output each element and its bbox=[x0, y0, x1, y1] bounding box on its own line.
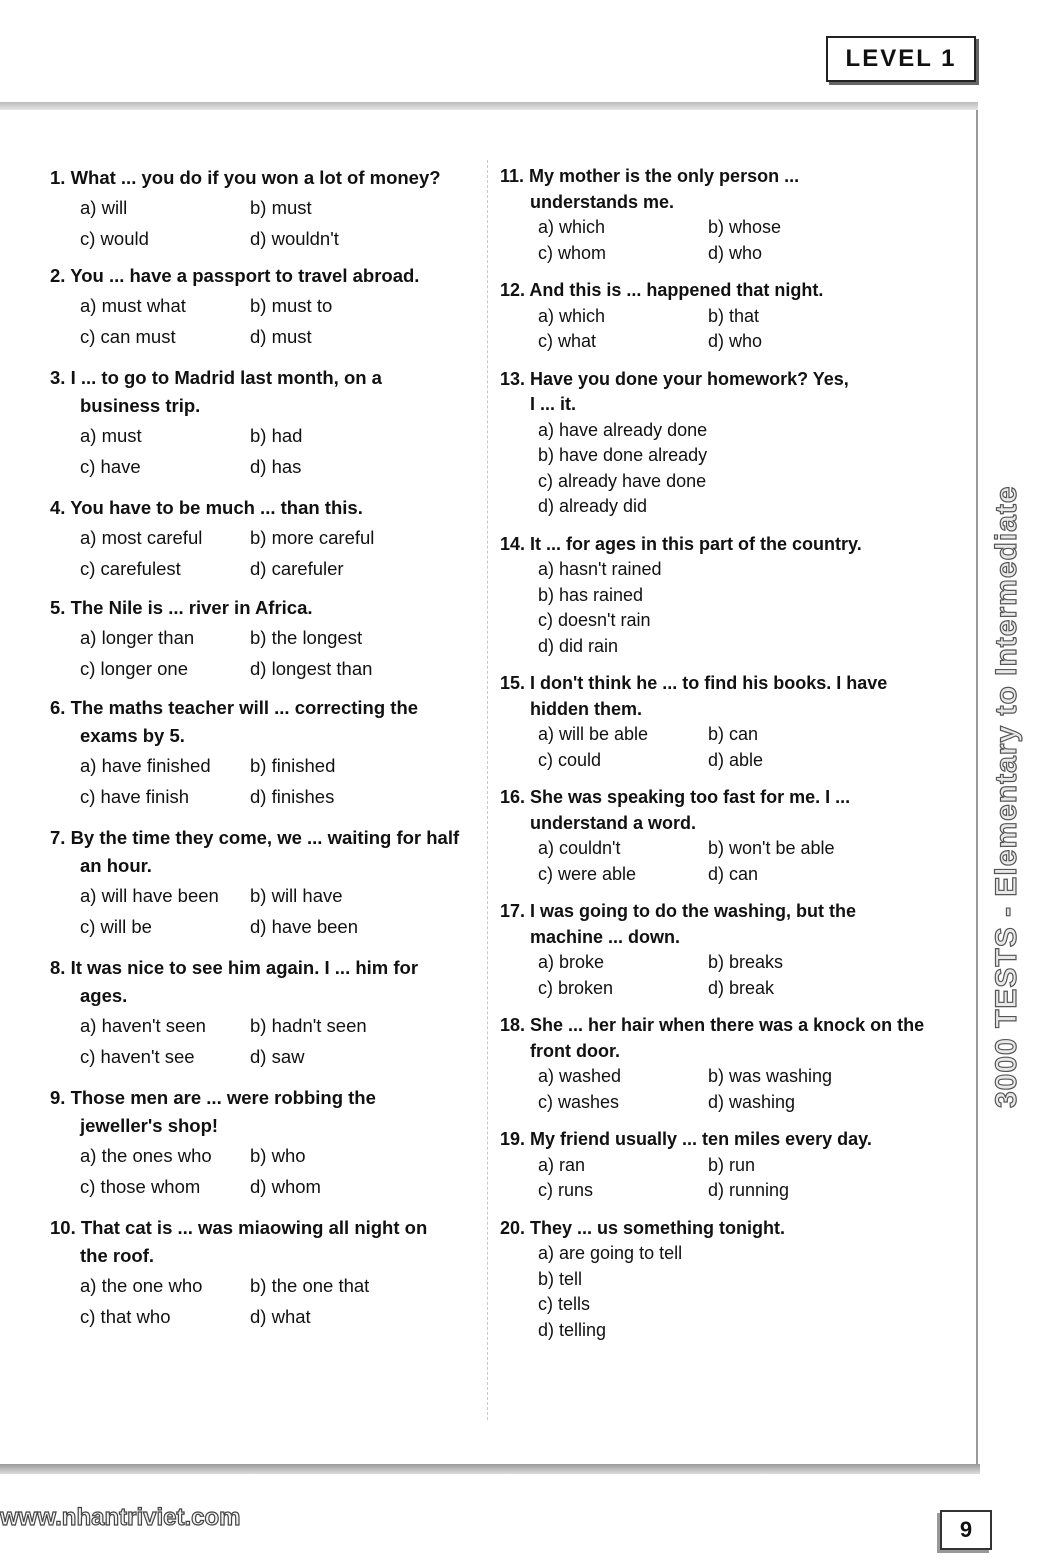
question-2 bbox=[50, 262, 460, 352]
question-text: 8. It was nice to see him again. I ... him for ages. bbox=[50, 957, 419, 1006]
options bbox=[538, 418, 920, 520]
question-6 bbox=[50, 694, 460, 812]
option-b[interactable]: b) tell bbox=[538, 1268, 583, 1289]
option-d[interactable]: d) must bbox=[250, 326, 312, 347]
option-a[interactable]: a) longer than bbox=[80, 627, 195, 648]
page-number-box bbox=[940, 1510, 992, 1550]
question-14 bbox=[500, 532, 920, 660]
option-a[interactable]: a) will bbox=[80, 197, 128, 218]
top-rule bbox=[0, 102, 978, 110]
option-d[interactable]: d) what bbox=[250, 1306, 311, 1327]
option-b[interactable]: b) who bbox=[250, 1145, 306, 1166]
option-b[interactable]: b) will have bbox=[250, 885, 343, 906]
option-c[interactable]: c) runs bbox=[538, 1180, 594, 1200]
options bbox=[538, 722, 920, 773]
option-c[interactable]: c) have bbox=[80, 456, 141, 477]
question-3 bbox=[50, 364, 460, 482]
question-text: 12. And this is ... happened that night. bbox=[500, 280, 824, 300]
option-b[interactable]: b) whose bbox=[708, 217, 782, 237]
option-a[interactable]: a) broke bbox=[538, 952, 605, 972]
option-b[interactable]: b) finished bbox=[250, 755, 336, 776]
option-b[interactable]: b) won't be able bbox=[708, 838, 835, 858]
option-b[interactable]: b) breaks bbox=[708, 952, 784, 972]
option-a[interactable]: a) must bbox=[80, 425, 142, 446]
options bbox=[80, 192, 460, 254]
option-b[interactable]: b) can bbox=[708, 724, 759, 744]
option-d[interactable]: d) able bbox=[708, 749, 764, 770]
question-text: 11. My mother is the only person ... understands me. bbox=[500, 166, 800, 212]
options bbox=[80, 750, 460, 812]
option-b[interactable]: b) has rained bbox=[538, 584, 644, 605]
question-text: 13. Have you done your homework? Yes, I ... it. bbox=[500, 368, 849, 414]
options bbox=[538, 1064, 920, 1115]
question-text: 9. Those men are ... were robbing the jeweller's shop! bbox=[50, 1087, 376, 1136]
option-c[interactable]: c) would bbox=[80, 228, 149, 249]
option-b[interactable]: b) run bbox=[708, 1154, 756, 1175]
page-number: 9 bbox=[959, 1517, 973, 1542]
option-d[interactable]: d) whom bbox=[250, 1176, 321, 1197]
option-b[interactable]: b) had bbox=[250, 425, 303, 446]
bottom-rule bbox=[0, 1464, 980, 1474]
question-19 bbox=[500, 1127, 920, 1204]
option-c[interactable]: c) longer one bbox=[80, 658, 188, 679]
question-text: 19. My friend usually ... ten miles every day. bbox=[500, 1129, 872, 1149]
option-a[interactable]: a) hasn't rained bbox=[538, 559, 662, 579]
option-c[interactable]: c) will be bbox=[80, 916, 152, 937]
options bbox=[538, 304, 920, 355]
question-text: 3. I ... to go to Madrid last month, on a business trip. bbox=[50, 367, 382, 416]
left-column bbox=[50, 164, 460, 1332]
question-5 bbox=[50, 594, 460, 684]
options bbox=[538, 1153, 920, 1204]
question-20 bbox=[500, 1216, 920, 1344]
option-b[interactable]: b) more careful bbox=[250, 527, 375, 548]
option-c[interactable]: c) carefulest bbox=[80, 558, 181, 579]
question-1 bbox=[50, 164, 460, 254]
option-d[interactable]: d) carefuler bbox=[250, 558, 344, 579]
option-c[interactable]: c) what bbox=[538, 331, 597, 351]
question-11 bbox=[500, 164, 920, 266]
option-c[interactable]: c) that who bbox=[80, 1306, 171, 1327]
option-d[interactable]: d) longest than bbox=[250, 658, 373, 679]
option-d[interactable]: d) running bbox=[708, 1180, 790, 1200]
option-a[interactable]: a) washed bbox=[538, 1066, 622, 1086]
question-4 bbox=[50, 494, 460, 584]
option-b[interactable]: b) that bbox=[708, 305, 760, 326]
question-text: 18. She ... her hair when there was a knock on the front door. bbox=[500, 1015, 925, 1061]
option-a[interactable]: a) the ones who bbox=[80, 1145, 212, 1166]
option-d[interactable]: d) saw bbox=[250, 1046, 305, 1067]
question-text: 15. I don't think he ... to find his books. I have hidden them. bbox=[500, 673, 888, 719]
option-d[interactable]: d) break bbox=[708, 977, 775, 998]
option-c[interactable]: c) whom bbox=[538, 242, 607, 263]
option-b[interactable]: b) the longest bbox=[250, 627, 363, 648]
option-c[interactable]: c) tells bbox=[538, 1294, 591, 1314]
question-8 bbox=[50, 954, 460, 1072]
question-text: 16. She was speaking too fast for me. I ... understand a word. bbox=[500, 787, 851, 833]
option-a[interactable]: a) have already done bbox=[538, 419, 708, 440]
option-c[interactable]: c) washes bbox=[538, 1091, 620, 1112]
options bbox=[80, 522, 460, 584]
question-12 bbox=[500, 278, 920, 355]
question-text: 10. That cat is ... was miaowing all night on the roof. bbox=[50, 1217, 428, 1266]
option-a[interactable]: a) couldn't bbox=[538, 838, 621, 858]
question-7 bbox=[50, 824, 460, 942]
options bbox=[80, 1010, 460, 1072]
question-text: 5. The Nile is ... river in Africa. bbox=[50, 597, 313, 618]
option-c[interactable]: c) were able bbox=[538, 863, 637, 884]
option-a[interactable]: a) must what bbox=[80, 295, 186, 316]
option-d[interactable]: d) who bbox=[708, 331, 763, 351]
question-13 bbox=[500, 367, 920, 520]
option-c[interactable]: c) those whom bbox=[80, 1176, 201, 1197]
option-d[interactable]: d) already did bbox=[538, 496, 648, 516]
option-a[interactable]: a) which bbox=[538, 305, 606, 326]
option-d[interactable]: d) has bbox=[250, 456, 302, 477]
option-a[interactable]: a) haven't seen bbox=[80, 1015, 206, 1036]
option-c[interactable]: c) haven't see bbox=[80, 1046, 195, 1067]
options bbox=[80, 290, 460, 352]
option-b[interactable]: b) hadn't seen bbox=[250, 1015, 367, 1036]
question-9 bbox=[50, 1084, 460, 1202]
options bbox=[538, 1241, 920, 1343]
option-a[interactable]: a) which bbox=[538, 217, 606, 237]
level-label: LEVEL 1 bbox=[845, 45, 957, 72]
question-text: 14. It ... for ages in this part of the country. bbox=[500, 533, 862, 554]
question-text: 17. I was going to do the washing, but the machine ... down. bbox=[500, 901, 857, 947]
option-c[interactable]: c) can must bbox=[80, 326, 176, 347]
question-16 bbox=[500, 785, 920, 887]
options bbox=[538, 836, 920, 887]
option-b[interactable]: b) the one that bbox=[250, 1275, 370, 1296]
footer-url: www.nhantriviet.com bbox=[0, 1504, 241, 1531]
option-b[interactable]: b) must to bbox=[250, 295, 333, 316]
options bbox=[538, 950, 920, 1001]
option-a[interactable]: a) are going to tell bbox=[538, 1243, 683, 1263]
options bbox=[80, 1270, 460, 1332]
option-b[interactable]: b) must bbox=[250, 197, 312, 218]
option-c[interactable]: c) broken bbox=[538, 977, 614, 998]
options bbox=[80, 420, 460, 482]
option-d[interactable]: d) wouldn't bbox=[250, 228, 339, 249]
option-a[interactable]: a) ran bbox=[538, 1154, 586, 1175]
option-d[interactable]: d) finishes bbox=[250, 786, 335, 807]
option-c[interactable]: c) doesn't rain bbox=[538, 610, 651, 630]
option-a[interactable]: a) will have been bbox=[80, 885, 219, 906]
level-badge bbox=[826, 36, 976, 82]
option-a[interactable]: a) the one who bbox=[80, 1275, 203, 1296]
option-b[interactable]: b) was washing bbox=[708, 1066, 833, 1086]
options bbox=[80, 1140, 460, 1202]
option-a[interactable]: a) will be able bbox=[538, 724, 649, 744]
question-17 bbox=[500, 899, 920, 1001]
option-d[interactable]: d) telling bbox=[538, 1319, 607, 1340]
right-column bbox=[500, 164, 925, 1343]
side-book-title: 3000 TESTS - Elementary to Intermediate bbox=[990, 485, 1023, 1108]
option-c[interactable]: c) already have done bbox=[538, 470, 707, 491]
option-d[interactable]: d) can bbox=[708, 863, 759, 884]
question-text: 1. What ... you do if you won a lot of money? bbox=[50, 167, 441, 188]
options bbox=[538, 557, 920, 659]
option-c[interactable]: c) could bbox=[538, 749, 602, 770]
option-d[interactable]: d) washing bbox=[708, 1091, 796, 1112]
option-a[interactable]: a) most careful bbox=[80, 527, 203, 548]
question-text: 7. By the time they come, we ... waiting for half an hour. bbox=[50, 827, 460, 876]
question-18 bbox=[500, 1013, 925, 1115]
option-b[interactable]: b) have done already bbox=[538, 445, 708, 465]
question-text: 2. You ... have a passport to travel abroad. bbox=[50, 265, 420, 286]
option-d[interactable]: d) who bbox=[708, 242, 763, 263]
option-c[interactable]: c) have finish bbox=[80, 786, 189, 807]
options bbox=[538, 215, 920, 266]
option-a[interactable]: a) have finished bbox=[80, 755, 211, 776]
question-10 bbox=[50, 1214, 460, 1332]
question-text: 4. You have to be much ... than this. bbox=[50, 497, 363, 518]
column-divider bbox=[487, 160, 488, 1420]
option-d[interactable]: d) have been bbox=[250, 916, 359, 937]
option-d[interactable]: d) did rain bbox=[538, 635, 619, 656]
question-text: 6. The maths teacher will ... correcting the exams by 5. bbox=[50, 697, 419, 746]
question-15 bbox=[500, 671, 920, 773]
options bbox=[80, 880, 460, 942]
question-text: 20. They ... us something tonight. bbox=[500, 1217, 786, 1238]
options bbox=[80, 622, 460, 684]
